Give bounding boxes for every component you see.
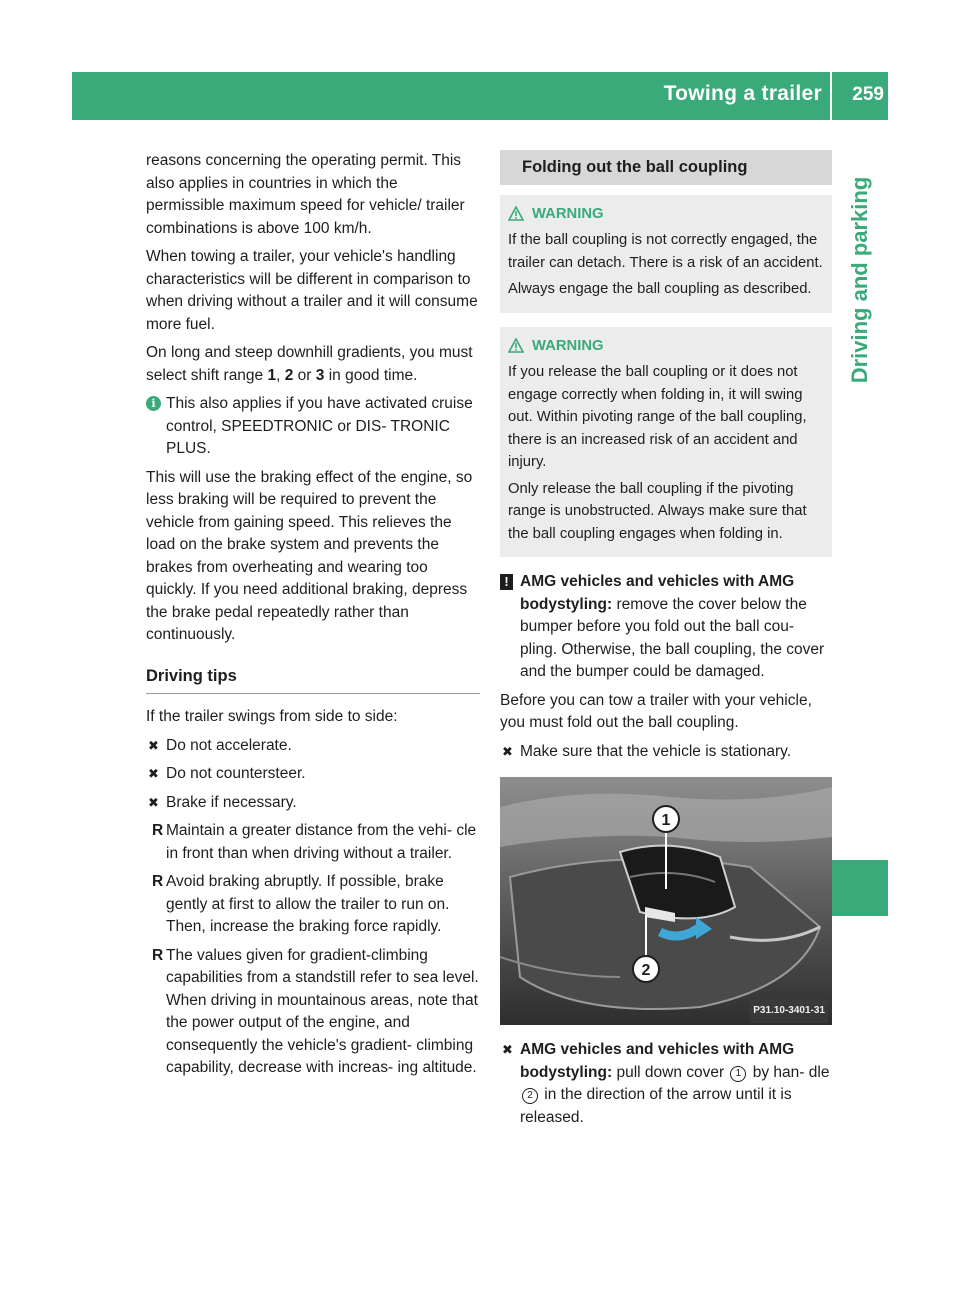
warning-box-2 — [500, 327, 832, 558]
ball-coupling-illustration — [500, 777, 832, 1025]
bullet-text: The values given for gradient-climbing capabilities from a standstill refer to sea level. When driving in mountainous areas, note that the power output of the engine, and consequently the vehicle's gradient- climbing capability, decrease with increas- ing altitude. — [166, 946, 479, 1076]
callout-2: 2 — [641, 962, 651, 979]
caution-note — [500, 571, 832, 684]
step-bold: AMG vehicles and vehicles with AMG bodystyling: — [520, 1041, 795, 1081]
left-column — [146, 150, 480, 1086]
step-text: Do not accelerate. — [166, 736, 292, 754]
range-1: 1 — [267, 366, 277, 384]
paragraph-shift-range — [146, 342, 480, 387]
warning-header — [508, 203, 824, 226]
chapter-tab — [832, 130, 888, 440]
note-bold: AMG vehicles and vehicles with AMG bodystyling: — [520, 573, 795, 613]
step-arrow-icon: ✖ — [502, 1042, 513, 1057]
illustration-drawing — [500, 777, 832, 1025]
bullet-item — [146, 871, 480, 939]
bullet-item — [146, 945, 480, 1080]
heading-folding-out: Folding out the ball coupling — [500, 150, 832, 185]
text: in good time. — [324, 366, 418, 384]
bullet-icon: R — [152, 946, 164, 964]
step-text: Make sure that the vehicle is stationary. — [520, 742, 792, 760]
chapter-marker — [832, 860, 888, 916]
bullet-icon: R — [152, 873, 164, 890]
warning-box-1 — [500, 195, 832, 313]
step-arrow-icon: ✖ — [148, 737, 159, 753]
step-text: by han- dle — [748, 1063, 830, 1081]
step-text: Brake if necessary. — [166, 793, 297, 811]
step-arrow-icon: ✖ — [502, 743, 513, 759]
paragraph-handling: When towing a trailer, your vehicle's handling characteristics will be different in comparison to when driving without a trailer and it will consume more fuel. — [146, 248, 478, 333]
text: or — [293, 366, 316, 384]
step-text: Do not countersteer. — [166, 765, 306, 782]
warning-triangle-icon — [508, 338, 524, 353]
warning-text: Always engage the ball coupling as described. — [508, 281, 812, 297]
range-3: 3 — [315, 366, 325, 384]
chapter-label: Driving and parking — [847, 176, 872, 384]
bullet-text: Avoid braking abruptly. If possible, brake gently at first to allow the trailer to run on. Then, increase the braking force rapidly. — [166, 873, 450, 935]
section-title: Towing a trailer — [663, 82, 822, 105]
bullet-item — [146, 820, 480, 865]
exclamation-icon: ! — [500, 574, 513, 590]
header-bar — [72, 72, 888, 120]
callout-1: 1 — [661, 812, 671, 829]
figure-code: P31.10-3401-31 — [750, 999, 828, 1024]
info-text: This also applies if you have activated cruise control, SPEEDTRONIC or DIS- TRONIC PLUS. — [166, 395, 473, 457]
paragraph-fold-out: Before you can tow a trailer with your vehicle, you must fold out the ball coupling. — [500, 691, 812, 731]
warning-text: Only release the ball coupling if the pivoting range is unobstructed. Always make sure that the ball coupling engages when folding in. — [508, 480, 807, 542]
text: On long and steep downhill gradients, you must select shift range — [146, 344, 473, 384]
paragraph-permit: reasons concerning the operating permit. This also applies in countries in which the permissible maximum speed for vehicle/ trailer combinations is above 100 km/h. — [146, 152, 465, 237]
info-icon: i — [146, 396, 161, 411]
step-text: in the direction of the arrow until it is released. — [520, 1086, 792, 1126]
step-item — [146, 763, 480, 786]
bullet-icon: R — [152, 822, 164, 839]
step-text: pull down cover — [612, 1063, 729, 1081]
warning-text: If the ball coupling is not correctly engaged, the trailer can detach. There is a risk of an accident. — [508, 232, 823, 271]
paragraph-swings: If the trailer swings from side to side: — [146, 708, 398, 725]
step-item — [146, 735, 480, 758]
paragraph-braking: This will use the braking effect of the engine, so less braking will be required to prevent the vehicle from gaining speed. This relieves the load on the brake system and prevents the brakes from overheating and wearing too quickly. If you need additional braking, depress the brake pedal repeatedly rather than continuously. — [146, 468, 473, 643]
info-note — [146, 393, 480, 461]
warning-label: WARNING — [532, 337, 604, 354]
page-number: 259 — [852, 84, 884, 105]
warning-text: If you release the ball coupling or it does not engage correctly when folding in, it will swing out. Within pivoting range of the ball coupling, there is an increased risk of an accident and injury. — [508, 364, 807, 470]
range-2: 2 — [284, 366, 294, 384]
bullet-text: Maintain a greater distance from the vehi- cle in front than when driving without a trailer. — [166, 822, 477, 862]
warning-label: WARNING — [532, 205, 604, 222]
warning-triangle-icon — [508, 206, 524, 221]
step-arrow-icon: ✖ — [148, 766, 159, 781]
step-item — [146, 792, 480, 815]
right-column — [500, 150, 832, 1135]
text: , — [276, 366, 285, 384]
note-text: remove the cover below the bumper before you fold out the ball cou- pling. Otherwise, the ball coupling, the cover and the bumper could be damaged. — [520, 595, 825, 680]
step-item — [500, 1039, 832, 1129]
callout-ref-2: 2 — [522, 1088, 538, 1104]
header-divider — [830, 72, 832, 120]
heading-driving-tips: Driving tips — [146, 665, 480, 695]
callout-ref-1: 1 — [730, 1066, 746, 1082]
warning-header — [508, 335, 824, 358]
step-arrow-icon: ✖ — [148, 794, 159, 810]
step-item — [500, 741, 832, 764]
